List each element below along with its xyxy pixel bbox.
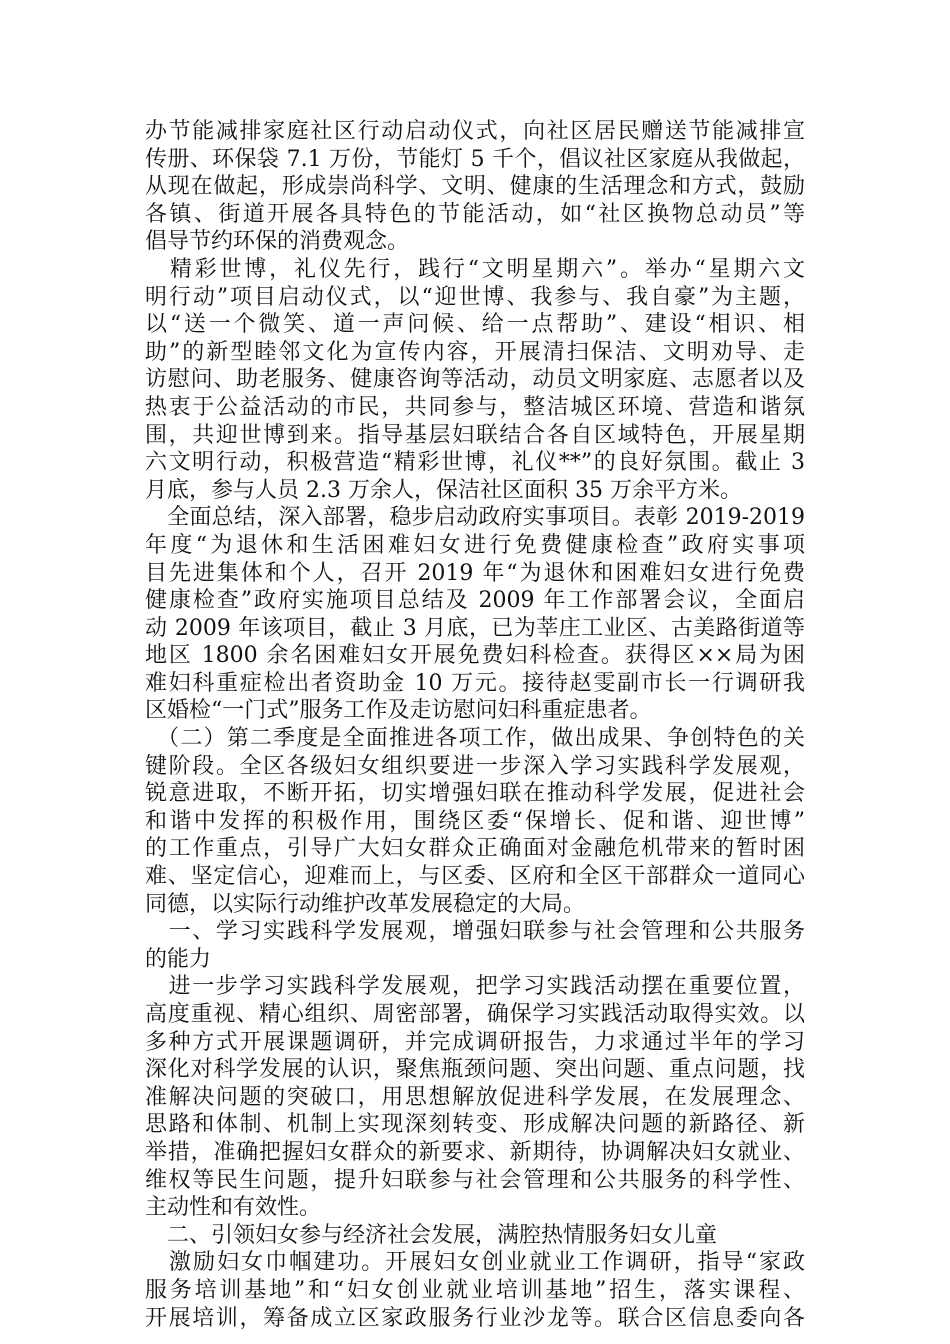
text-line: 以“送一个微笑、道一声问候、给一点帮助”、建设“相识、相: [145, 312, 805, 338]
text-line: 助”的新型睦邻文化为宣传内容，开展清扫保洁、文明劝导、走: [145, 339, 805, 365]
text-line: 各镇、街道开展各具特色的节能活动，如“社区换物总动员”等: [145, 201, 805, 227]
text-line: 热衷于公益活动的市民，共同参与，整洁城区环境、营造和谐氛: [145, 394, 805, 420]
text-line: 进一步学习实践科学发展观，把学习实践活动摆在重要位置，: [145, 974, 805, 1000]
text-line: 同德，以实际行动维护改革发展稳定的大局。: [145, 891, 586, 917]
text-line: 传册、环保袋 7.1 万份，节能灯 5 千个，倡议社区家庭从我做起，: [145, 146, 805, 172]
text-line: 多种方式开展课题调研，并完成调研报告，力求通过半年的学习: [145, 1029, 805, 1055]
text-line: 激励妇女巾帼建功。开展妇女创业就业工作调研，指导“家政: [145, 1250, 805, 1276]
text-line: 明行动”项目启动仪式，以“迎世博、我参与、我自豪”为主题，: [145, 284, 805, 310]
document-page: [145, 118, 805, 1332]
text-line: 举措，准确把握妇女群众的新要求、新期待，协调解决妇女就业、: [145, 1139, 805, 1165]
text-line: 难、坚定信心，迎难而上，与区委、区府和全区干部群众一道同心: [145, 864, 805, 890]
text-line: 难妇科重症检出者资助金 10 万元。接待赵雯副市长一行调研我: [145, 670, 805, 696]
text-line: 精彩世博，礼仪先行，践行“文明星期六”。举办“星期六文: [145, 256, 805, 282]
text-line: 办节能减排家庭社区行动启动仪式，向社区居民赠送节能减排宣: [145, 119, 805, 144]
text-line: 倡导节约环保的消费观念。: [145, 229, 410, 255]
text-line: 服务培训基地”和“妇女创业就业培训基地”招生，落实课程、: [145, 1277, 805, 1303]
text-line: 地区 1800 余名困难妇女开展免费妇科检查。获得区××局为困: [145, 643, 805, 669]
text-line: 思路和体制、机制上实现深刻转变、形成解决问题的新路径、新: [145, 1112, 805, 1138]
text-line: 围，共迎世博到来。指导基层妇联结合各自区域特色，开展星期: [145, 422, 805, 448]
text-line: 访慰问、助老服务、健康咨询等活动，动员文明家庭、志愿者以及: [145, 367, 805, 393]
text-line: （二）第二季度是全面推进各项工作，做出成果、争创特色的关: [145, 726, 805, 752]
text-line: 准解决问题的突破口，用思想解放促进科学发展，在发展理念、: [145, 1084, 805, 1110]
text-line: 动 2009 年该项目，截止 3 月底，已为莘庄工业区、古美路街道等: [145, 615, 805, 641]
text-line: 键阶段。全区各级妇女组织要进一步深入学习实践科学发展观，: [145, 753, 805, 779]
text-line: 和谐中发挥的积极作用，围绕区委“保增长、促和谐、迎世博”: [145, 808, 805, 834]
text-line: 二、引领妇女参与经济社会发展，满腔热情服务妇女儿童: [145, 1222, 718, 1248]
text-line: 健康检查”政府实施项目总结及 2009 年工作部署会议，全面启: [145, 588, 805, 614]
text-line: 目先进集体和个人，召开 2019 年“为退休和困难妇女进行免费: [145, 560, 805, 586]
text-line: 六文明行动，积极营造“精彩世博，礼仪**”的良好氛围。截止 3: [145, 450, 805, 476]
text-line: 高度重视、精心组织、周密部署，确保学习实践活动取得实效。以: [145, 1002, 805, 1027]
text-line: 深化对科学发展的认识，聚焦瓶颈问题、突出问题、重点问题，找: [145, 1057, 805, 1083]
text-line: 开展培训，筹备成立区家政服务行业沙龙等。联合区信息委向各: [145, 1305, 805, 1331]
text-line: 的工作重点，引导广大妇女群众正确面对金融危机带来的暂时困: [145, 836, 805, 862]
text-line: 维权等民生问题，提升妇联参与社会管理和公共服务的科学性、: [145, 1167, 805, 1193]
text-line: 的能力: [145, 946, 212, 972]
text-line: 一、学习实践科学发展观，增强妇联参与社会管理和公共服务: [145, 919, 805, 945]
text-line: 月底，参与人员 2.3 万余人，保洁社区面积 35 万余平方米。: [145, 477, 742, 503]
text-line: 主动性和有效性。: [145, 1195, 322, 1221]
text-line: 从现在做起，形成崇尚科学、文明、健康的生活理念和方式，鼓励: [145, 174, 805, 200]
text-line: 区婚检“一门式”服务工作及走访慰问妇科重症患者。: [145, 698, 652, 724]
text-line: 全面总结，深入部署，稳步启动政府实事项目。表彰 2019-2019: [145, 505, 805, 531]
text-line: 年度“为退休和生活困难妇女进行免费健康检查”政府实事项: [145, 532, 805, 558]
text-line: 锐意进取，不断开拓，切实增强妇联在推动科学发展，促进社会: [145, 781, 805, 807]
